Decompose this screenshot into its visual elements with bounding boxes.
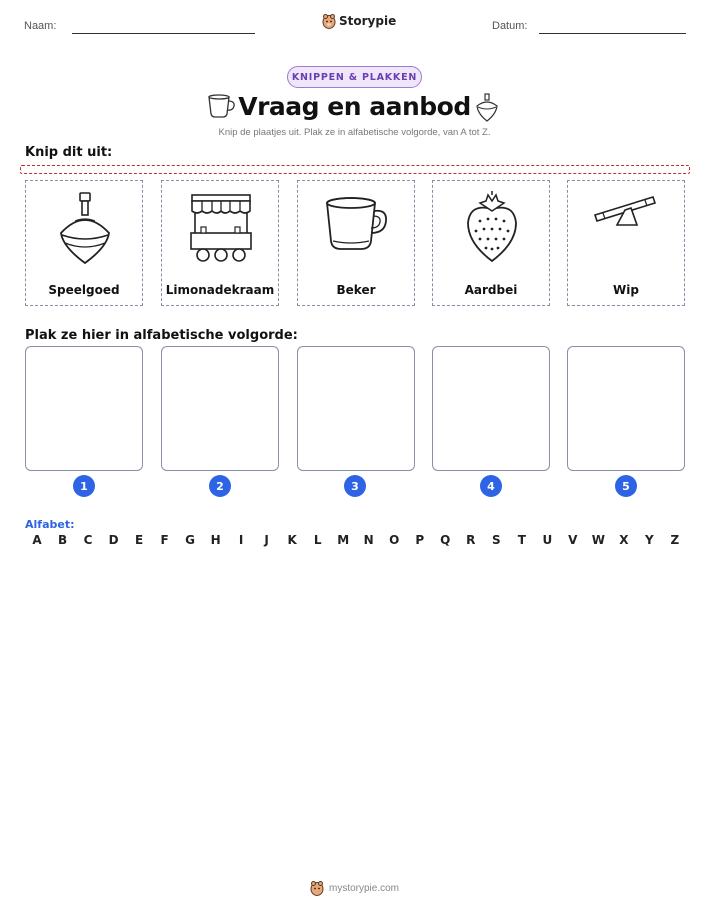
- alphabet-letter: N: [363, 533, 374, 547]
- number-badge-5: 5: [615, 475, 637, 497]
- cut-card-speelgoed[interactable]: [25, 180, 143, 306]
- alphabet-label: Alfabet:: [25, 518, 75, 531]
- page-title: Vraag en aanbod: [238, 92, 471, 121]
- alphabet-letter: R: [466, 533, 476, 547]
- alphabet-letter: G: [185, 533, 196, 547]
- cup-icon: [323, 189, 391, 269]
- brand-name: Storypie: [339, 14, 397, 28]
- name-label: Naam:: [24, 20, 57, 32]
- card-label: Speelgoed: [48, 283, 120, 297]
- alphabet-letter: Y: [645, 533, 654, 547]
- cut-dashed-line: [20, 165, 690, 174]
- alphabet-letter: K: [287, 533, 297, 547]
- card-label: Beker: [336, 283, 376, 297]
- alphabet-letter: E: [134, 533, 144, 547]
- storypie-mascot-icon: [310, 880, 324, 896]
- date-label: Datum:: [492, 20, 528, 32]
- alphabet-letter: U: [542, 533, 553, 547]
- card-label: Aardbei: [464, 283, 518, 297]
- alphabet-letter: P: [415, 533, 425, 547]
- footer: [0, 880, 709, 896]
- date-line[interactable]: [539, 33, 686, 34]
- name-line[interactable]: [72, 33, 255, 34]
- paste-box-4[interactable]: [432, 346, 550, 471]
- footer-url[interactable]: mystorypie.com: [328, 882, 399, 894]
- alphabet-letter: S: [491, 533, 501, 547]
- alphabet-letter: Q: [440, 533, 451, 547]
- alphabet-row: [30, 533, 682, 547]
- cut-card-wip[interactable]: [567, 180, 685, 306]
- alphabet-letter: C: [83, 533, 93, 547]
- cut-card-beker[interactable]: [297, 180, 415, 306]
- alphabet-letter: W: [591, 533, 605, 547]
- seesaw-icon: [593, 189, 661, 269]
- cut-card-aardbei[interactable]: [432, 180, 550, 306]
- alphabet-letter: Z: [670, 533, 680, 547]
- alphabet-letter: M: [337, 533, 350, 547]
- number-badge-3: 3: [344, 475, 366, 497]
- alphabet-letter: V: [568, 533, 578, 547]
- alphabet-letter: O: [389, 533, 400, 547]
- spinning-top-title-icon: [474, 92, 500, 124]
- card-label: Limonadekraam: [165, 283, 275, 297]
- alphabet-letter: X: [619, 533, 629, 547]
- instructions: Knip de plaatjes uit. Plak ze in alfabetische volgorde, van A tot Z.: [218, 127, 491, 138]
- storypie-mascot-icon: [322, 13, 336, 29]
- number-badge-4: 4: [480, 475, 502, 497]
- activity-badge: KNIPPEN & PLAKKEN: [287, 66, 422, 88]
- number-badge-1: 1: [73, 475, 95, 497]
- number-badge-2: 2: [209, 475, 231, 497]
- cut-section-label: Knip dit uit:: [25, 145, 113, 160]
- alphabet-letter: D: [108, 533, 119, 547]
- paste-section-label: Plak ze hier in alfabetische volgorde:: [25, 328, 298, 343]
- alphabet-letter: T: [517, 533, 526, 547]
- alphabet-letter: H: [210, 533, 221, 547]
- cut-card-limonadekraam[interactable]: [161, 180, 279, 306]
- alphabet-letter: A: [32, 533, 42, 547]
- lemonade-stand-icon: [187, 189, 255, 269]
- brand-logo: [322, 13, 396, 29]
- strawberry-icon: [458, 189, 526, 269]
- alphabet-letter: F: [160, 533, 169, 547]
- alphabet-letter: I: [238, 533, 244, 547]
- spinning-top-icon: [51, 189, 119, 269]
- alphabet-letter: B: [57, 533, 68, 547]
- paste-box-1[interactable]: [25, 346, 143, 471]
- alphabet-letter: L: [313, 533, 322, 547]
- alphabet-letter: J: [264, 533, 269, 547]
- paste-box-5[interactable]: [567, 346, 685, 471]
- paste-box-3[interactable]: [297, 346, 415, 471]
- paste-box-2[interactable]: [161, 346, 279, 471]
- card-label: Wip: [613, 283, 639, 297]
